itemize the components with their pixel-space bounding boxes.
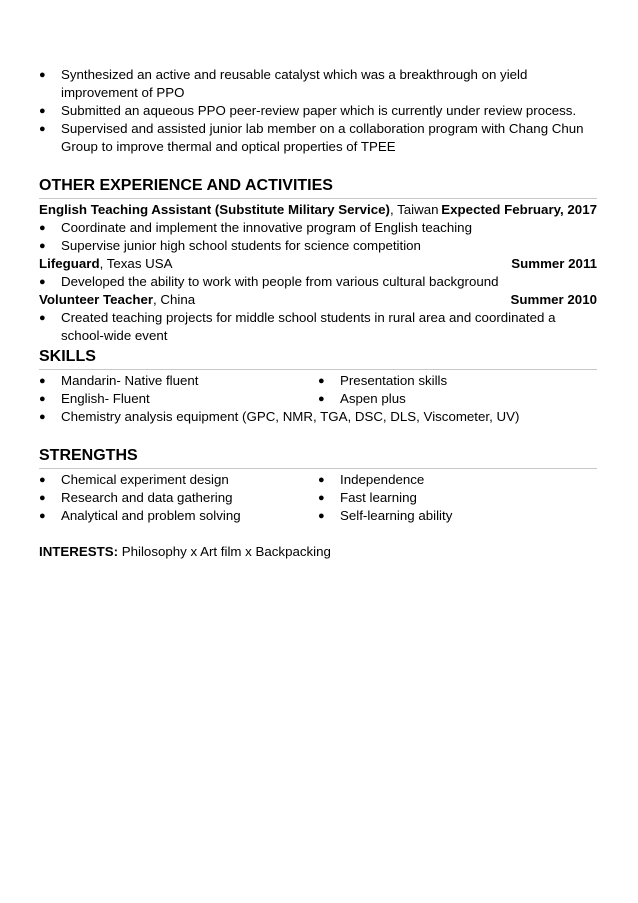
bullet-icon: ●: [39, 222, 46, 234]
list-item: ● Aspen plus: [318, 391, 406, 406]
section-title-other-experience: OTHER EXPERIENCE AND ACTIVITIES: [39, 176, 597, 199]
bullet-icon: ●: [318, 393, 325, 405]
section-title-strengths: STRENGTHS: [39, 446, 597, 469]
job-date: Summer 2011: [511, 256, 597, 271]
list-item: ● Chemical experiment design: [39, 472, 229, 487]
interests-line: [39, 543, 597, 561]
skills-right-column: [318, 372, 597, 408]
bullet-icon: ●: [39, 411, 46, 423]
list-item: ● Fast learning: [318, 490, 417, 505]
strengths-right-column: [318, 471, 597, 525]
list-item: ● Mandarin- Native fluent: [39, 373, 199, 388]
interests-label: INTERESTS:: [39, 544, 119, 559]
job-role: Lifeguard: [39, 256, 100, 271]
list-item: ● Supervise junior high school students for science competition: [39, 238, 421, 253]
skills-columns: [39, 372, 597, 408]
interests-text: Philosophy x Art film x Backpacking: [118, 544, 331, 559]
bullet-icon: ●: [39, 510, 46, 522]
job-date: Summer 2010: [510, 292, 597, 307]
job-role: Volunteer Teacher: [39, 292, 154, 307]
bullet-icon: ●: [39, 474, 46, 486]
job-location: , Texas USA: [99, 256, 173, 271]
bullet-icon: ●: [39, 375, 46, 387]
section-title-skills: SKILLS: [39, 347, 597, 370]
bullet-icon: ●: [39, 240, 46, 252]
list-item: ● Submitted an aqueous PPO peer-review paper which is currently under review process.: [39, 103, 577, 118]
job-location: , Taiwan: [389, 202, 439, 217]
skills-left-column: [39, 372, 318, 408]
list-item: ● Analytical and problem solving: [39, 508, 241, 523]
list-item: ● Presentation skills: [318, 373, 448, 388]
job-header: [39, 201, 597, 219]
list-item: ● Independence: [318, 472, 425, 487]
bullet-icon: ●: [39, 105, 46, 117]
strengths-left-column: [39, 471, 318, 525]
job-location: , China: [153, 292, 196, 307]
list-item: ● Supervised and assisted junior lab member on a collaboration program with Chang Chun Group to improve thermal and optical properties of TPEE: [39, 121, 584, 154]
list-item: ● English- Fluent: [39, 391, 150, 406]
bullet-icon: ●: [318, 375, 325, 387]
bullet-icon: ●: [318, 492, 325, 504]
bullet-icon: ●: [39, 123, 46, 135]
bullet-icon: ●: [318, 510, 325, 522]
bullet-icon: ●: [39, 393, 46, 405]
list-item: ● Created teaching projects for middle school students in rural area and coordinated a school-wide event: [39, 310, 556, 343]
job-role: English Teaching Assistant (Substitute Military Service): [39, 202, 390, 217]
job-header: [39, 291, 597, 309]
bullet-icon: ●: [39, 492, 46, 504]
list-item: ● Research and data gathering: [39, 490, 233, 505]
resume-content: [39, 66, 597, 561]
strengths-columns: [39, 471, 597, 525]
list-item: ● Developed the ability to work with people from various cultural background: [39, 274, 499, 289]
list-item: ● Coordinate and implement the innovative program of English teaching: [39, 220, 472, 235]
bullet-icon: ●: [39, 312, 46, 324]
research-bullets: [39, 66, 597, 156]
list-item: ● Chemistry analysis equipment (GPC, NMR, TGA, DSC, DLS, Viscometer, UV): [39, 409, 520, 424]
job-date: Expected February, 2017: [441, 202, 597, 217]
list-item: ● Synthesized an active and reusable catalyst which was a breakthrough on yield improvement of PPO: [39, 67, 528, 100]
bullet-icon: ●: [39, 69, 46, 81]
job-header: [39, 255, 597, 273]
bullet-icon: ●: [39, 276, 46, 288]
bullet-icon: ●: [318, 474, 325, 486]
list-item: ● Self-learning ability: [318, 508, 453, 523]
